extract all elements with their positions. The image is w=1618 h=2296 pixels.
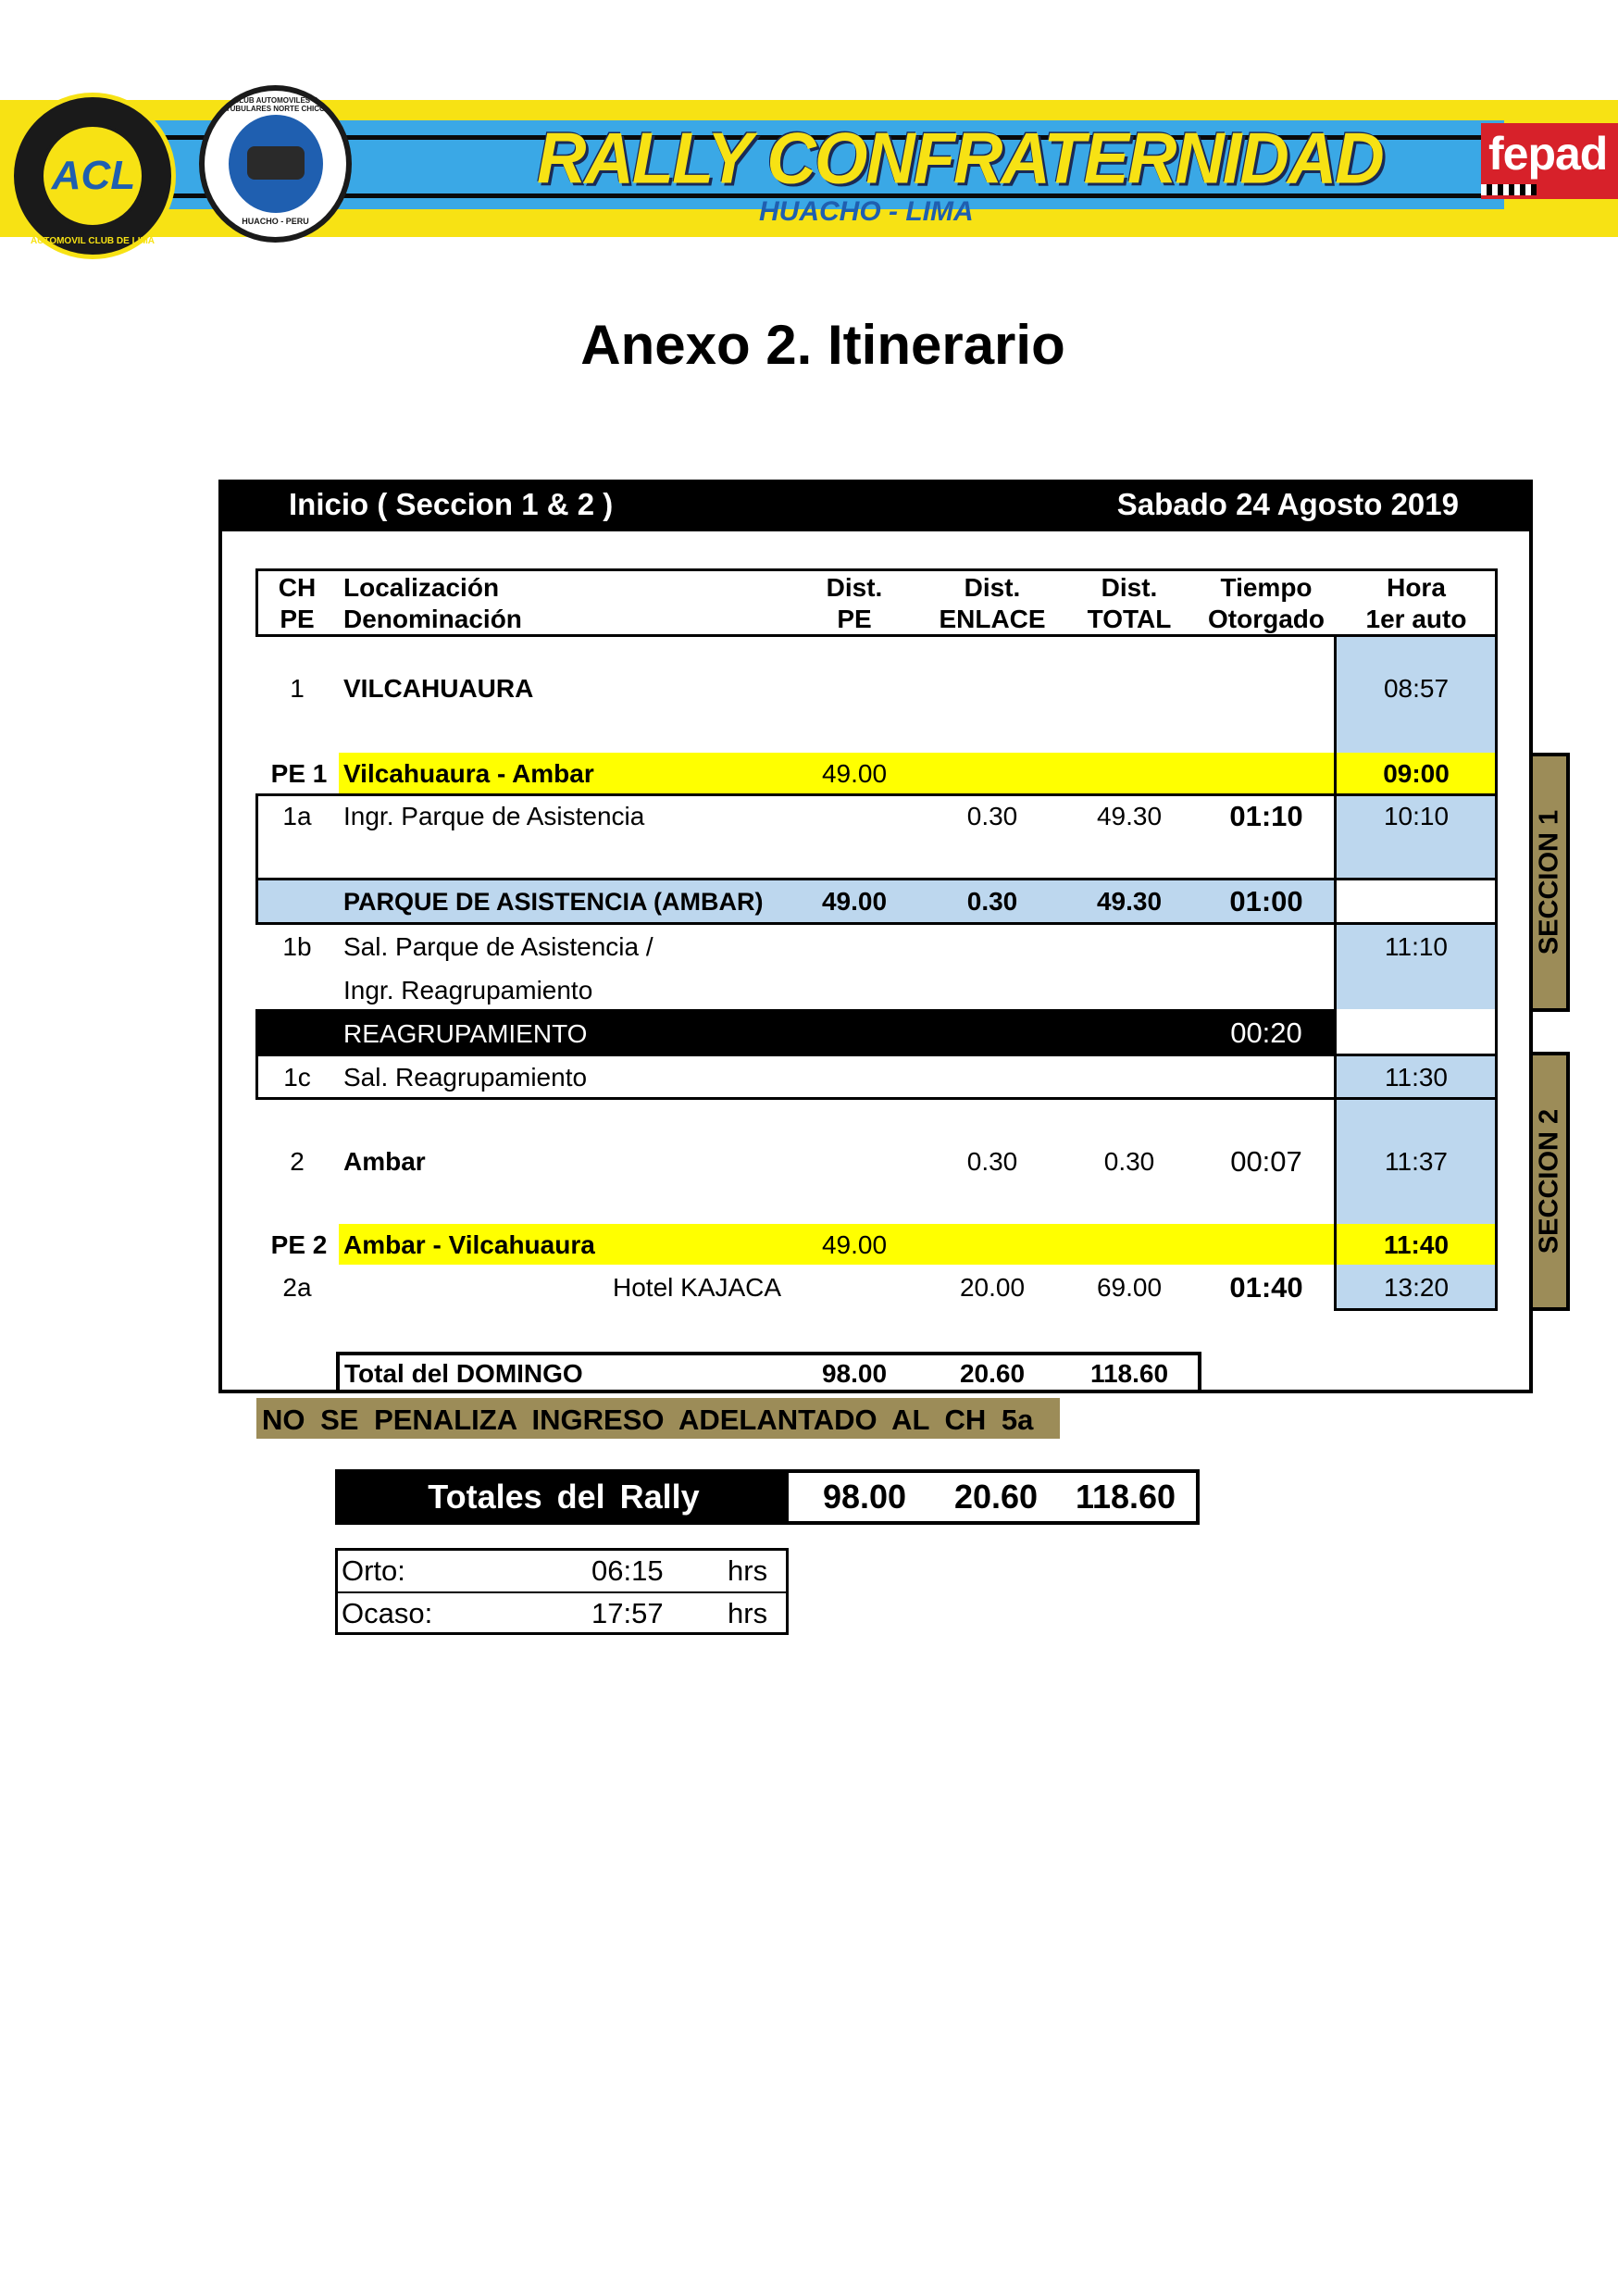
penalty-note-text: NO SE PENALIZA INGRESO ADELANTADO AL CH 5a	[262, 1404, 1034, 1436]
grid-line	[255, 1097, 1498, 1100]
row-dist-total: 49.30	[1096, 802, 1163, 830]
row-hora: 11:40	[1383, 1230, 1450, 1259]
total-domingo-enlace: 20.60	[959, 1359, 1026, 1388]
rally-banner	[0, 93, 1618, 246]
orto-label: Orto:	[342, 1554, 405, 1587]
row-hora: 08:57	[1383, 674, 1450, 703]
total-domingo-label: Total del DOMINGO	[344, 1359, 583, 1388]
row-ch: PE 2	[270, 1230, 328, 1259]
grid-line	[1334, 634, 1337, 1311]
col-localizacion: Localización	[343, 573, 500, 602]
ocaso-row	[338, 1593, 786, 1634]
rally-totals-pe: 98.00	[822, 1478, 907, 1516]
row-name: Ambar - Vilcahuaura	[343, 1230, 595, 1259]
row-dist-enlace: 0.30	[966, 802, 1018, 830]
col-hora: Hora	[1387, 573, 1446, 602]
ocaso-time: 17:57	[591, 1597, 664, 1629]
row-ch: 2	[290, 1147, 305, 1176]
row-dist-enlace: 20.00	[959, 1273, 1026, 1302]
row-hora: 10:10	[1383, 802, 1450, 830]
row-tiempo: 01:40	[1229, 1271, 1303, 1304]
col-tiempo-2: Otorgado	[1208, 605, 1325, 633]
norte-logo-place: HUACHO - PERU	[242, 217, 309, 226]
col-dist-total: Dist.	[1101, 573, 1158, 602]
orto-row	[338, 1551, 786, 1593]
row-name: PARQUE DE ASISTENCIA (AMBAR)	[343, 888, 764, 916]
col-dist-pe: Dist.	[826, 573, 883, 602]
row-ch: 2a	[282, 1273, 312, 1302]
row-ch: 1	[290, 674, 305, 703]
sunrise-sunset-box	[335, 1548, 789, 1635]
col-denominacion: Denominación	[343, 605, 522, 633]
row-name: VILCAHUAURA	[343, 674, 534, 703]
total-domingo-pe: 98.00	[821, 1359, 888, 1388]
col-ch: CH	[278, 573, 317, 602]
row-dist-pe: 49.00	[821, 887, 888, 916]
row-hora: 13:20	[1383, 1273, 1450, 1302]
row-dist-pe: 49.00	[821, 759, 888, 788]
acl-logo	[9, 93, 176, 259]
row-name: Hotel KAJACA	[613, 1273, 782, 1302]
ocaso-label: Ocaso:	[342, 1597, 433, 1629]
row-hora: 09:00	[1383, 759, 1450, 788]
itinerary-header-bar	[218, 480, 1533, 531]
row-name: Ambar	[343, 1147, 426, 1176]
acl-initials: ACL	[51, 153, 136, 198]
row-dist-total: 0.30	[1103, 1147, 1155, 1176]
section-2-label: SECCION 2	[1534, 1108, 1564, 1254]
header-start-label: Inicio ( Seccion 1 & 2 )	[289, 487, 614, 521]
rally-totals	[335, 1469, 1200, 1525]
row-dist-total: 69.00	[1096, 1273, 1163, 1302]
row-name: Vilcahuaura - Ambar	[343, 759, 594, 788]
page-title: Anexo 2. Itinerario	[580, 314, 1065, 376]
total-domingo-total: 118.60	[1089, 1359, 1169, 1388]
section-1-label: SECCION 1	[1534, 809, 1564, 955]
grid-line	[255, 878, 1498, 880]
row-dist-total: 49.30	[1096, 887, 1163, 916]
grid-line	[255, 1054, 258, 1099]
header-date: Sabado 24 Agosto 2019	[1116, 487, 1459, 521]
grid-line	[255, 568, 258, 637]
row-ch: PE 1	[270, 759, 328, 788]
col-dist-enlace-2: ENLACE	[939, 605, 1046, 633]
rally-totals-label: Totales del Rally	[339, 1473, 789, 1521]
orto-time: 06:15	[591, 1554, 664, 1587]
col-pe: PE	[280, 605, 315, 633]
grid-line	[1334, 1308, 1498, 1311]
grid-line	[255, 793, 258, 879]
row-ch: 1c	[283, 1063, 311, 1092]
row-name: Sal. Parque de Asistencia /	[343, 932, 653, 961]
acl-logo-text: AUTOMOVIL CLUB DE LIMA	[30, 236, 156, 246]
grid-line	[1495, 568, 1498, 1311]
ocaso-unit: hrs	[728, 1597, 768, 1629]
grid-line	[255, 922, 1498, 925]
section-1-tab	[1529, 753, 1570, 1012]
col-hora-2: 1er auto	[1365, 605, 1467, 633]
col-dist-enlace: Dist.	[964, 573, 1021, 602]
row-dist-enlace: 0.30	[966, 1147, 1018, 1176]
row-tiempo: 00:07	[1230, 1145, 1302, 1178]
row-name: REAGRUPAMIENTO	[343, 1019, 588, 1048]
col-dist-total-2: TOTAL	[1087, 605, 1172, 633]
fepad-logo	[1481, 123, 1618, 199]
fepad-logo-text: fepad	[1488, 128, 1608, 180]
row-name-line2: Ingr. Reagrupamiento	[343, 976, 593, 1004]
row-name: Ingr. Parque de Asistencia	[343, 802, 645, 830]
row-ch: 1b	[282, 932, 312, 961]
norte-logo-text: CLUB AUTOMOVILES Y TUBULARES NORTE CHICO	[225, 96, 326, 113]
grid-line	[255, 568, 1498, 571]
row-tiempo: 01:10	[1229, 800, 1303, 832]
col-tiempo: Tiempo	[1220, 573, 1313, 602]
rally-totals-enlace: 20.60	[953, 1478, 1039, 1516]
orto-unit: hrs	[728, 1554, 768, 1587]
row-hora: 11:10	[1385, 932, 1448, 961]
rally-title: RALLY CONFRATERNIDAD	[537, 117, 1383, 199]
penalty-note	[256, 1398, 1060, 1439]
row-dist-pe: 49.00	[821, 1230, 888, 1259]
row-tiempo: 00:20	[1230, 1017, 1302, 1049]
row-hora: 11:30	[1385, 1063, 1448, 1092]
rally-totals-total: 118.60	[1075, 1478, 1176, 1516]
row-ch: 1a	[282, 802, 312, 830]
grid-line	[255, 1054, 1498, 1056]
grid-line	[255, 878, 258, 924]
col-dist-pe-2: PE	[837, 605, 872, 633]
grid-line	[255, 793, 1498, 796]
rally-subtitle: HUACHO - LIMA	[759, 196, 974, 227]
norte-chico-logo	[199, 85, 352, 243]
section-2-tab	[1529, 1052, 1570, 1311]
row-tiempo: 01:00	[1229, 885, 1303, 917]
row-dist-enlace: 0.30	[966, 887, 1018, 916]
row-name: Sal. Reagrupamiento	[343, 1063, 588, 1092]
row-hora: 11:37	[1385, 1147, 1448, 1176]
